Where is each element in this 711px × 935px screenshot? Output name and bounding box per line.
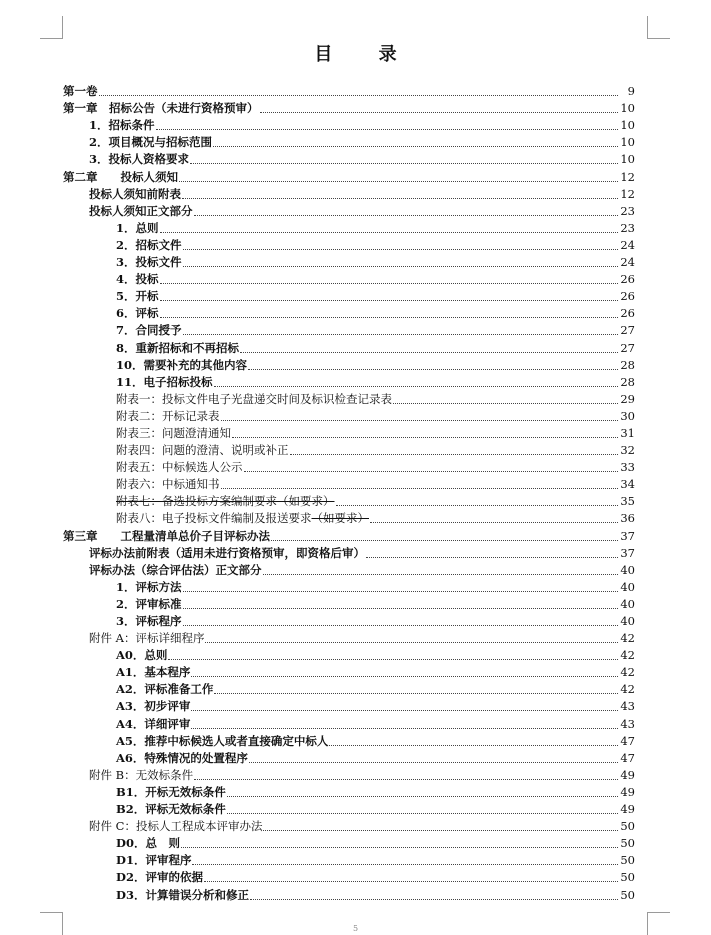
toc-entry[interactable]: [63, 646, 635, 663]
toc-entry-title: B2．评标无效标条件: [116, 802, 226, 817]
toc-page-number: 26: [620, 289, 635, 304]
toc-entry[interactable]: [63, 424, 635, 441]
toc-page-number: 37: [620, 528, 635, 543]
toc-entry-title: 评标办法（综合评估法）正文部分: [89, 562, 262, 577]
toc-leader-dots: [227, 795, 618, 797]
toc-entry-title: 10．需要补充的其他内容: [116, 357, 248, 372]
toc-entry-title: A6．特殊情况的处置程序: [116, 750, 248, 765]
toc-entry-strike-suffix: （如要求）: [311, 511, 369, 526]
toc-page-number: 50: [620, 836, 635, 851]
toc-entry-title: 附表三：问题澄清通知: [116, 425, 231, 440]
toc-leader-dots: [160, 231, 618, 233]
toc-entry-title: 1．评标方法: [116, 579, 182, 594]
toc-page-number: 34: [620, 477, 635, 492]
toc-entry[interactable]: [63, 356, 635, 373]
toc-page-number: 47: [620, 733, 635, 748]
toc-leader-dots: [183, 248, 618, 250]
page-number: 5: [352, 924, 359, 933]
toc-entry-title: 1．总则: [116, 220, 159, 235]
toc-entry-title: D3．计算错误分析和修正: [116, 887, 249, 902]
toc-leader-dots: [99, 94, 619, 96]
toc-entry-title: 附件 A：评标详细程序: [89, 631, 205, 646]
toc-leader-dots: [248, 368, 618, 370]
toc-entry-title: 投标人须知正文部分: [89, 203, 193, 218]
toc-page-number: 26: [620, 272, 635, 287]
toc-entry[interactable]: [63, 561, 635, 578]
toc-leader-dots: [194, 214, 619, 216]
toc-entry-title: 投标人须知前附表: [89, 186, 181, 201]
toc-entry-title: 3．投标人资格要求: [89, 152, 190, 167]
toc-leader-dots: [329, 744, 618, 746]
toc-entry[interactable]: [63, 834, 635, 851]
toc-entry[interactable]: [63, 697, 635, 714]
toc-entry-title: 附表一：投标文件电子光盘递交时间及标识检查记录表: [116, 391, 392, 406]
toc-entry[interactable]: [63, 133, 635, 150]
toc-page-number: 40: [620, 596, 635, 611]
toc-leader-dots: [182, 197, 618, 199]
toc-leader-dots: [160, 282, 618, 284]
toc-entry-title: 附表二：开标记录表: [116, 408, 220, 423]
toc-leader-dots: [227, 812, 618, 814]
toc-entry[interactable]: [63, 526, 635, 543]
toc-entry[interactable]: [63, 253, 635, 270]
toc-leader-dots: [290, 453, 619, 455]
toc-entry[interactable]: [63, 185, 635, 202]
toc-page-number: 49: [620, 767, 635, 782]
crop-mark-top-right: [647, 16, 670, 39]
toc-page-number: 49: [620, 802, 635, 817]
toc-leader-dots: [370, 521, 618, 523]
toc-page-number: 47: [620, 750, 635, 765]
toc-entry[interactable]: [63, 851, 635, 868]
toc-entry[interactable]: [63, 800, 635, 817]
toc-leader-dots: [240, 351, 618, 353]
toc-leader-dots: [181, 846, 618, 848]
toc-leader-dots: [194, 778, 618, 780]
toc-entry[interactable]: [63, 663, 635, 680]
toc-entry[interactable]: [63, 202, 635, 219]
toc-entry-title: 8．重新招标和不再招标: [116, 340, 240, 355]
toc-entry-title: D0．总 则: [116, 836, 180, 851]
toc-page-number: 42: [620, 631, 635, 646]
toc-leader-dots: [214, 385, 618, 387]
toc-page-number: 50: [620, 870, 635, 885]
toc-entry[interactable]: [63, 116, 635, 133]
toc-entry[interactable]: [63, 82, 635, 99]
toc-entry[interactable]: [63, 99, 635, 116]
toc-leader-dots: [366, 556, 618, 558]
toc-page-number: 10: [620, 118, 635, 133]
toc-page-number: 24: [620, 237, 635, 252]
toc-page-number: 37: [620, 545, 635, 560]
toc-entry[interactable]: [63, 629, 635, 646]
toc-page-number: 42: [620, 682, 635, 697]
toc-entry[interactable]: [63, 373, 635, 390]
toc-page-number: 12: [620, 169, 635, 184]
toc-leader-dots: [204, 880, 618, 882]
table-of-contents: [63, 82, 635, 903]
toc-title: 目 录: [314, 44, 417, 65]
toc-entry[interactable]: [63, 578, 635, 595]
toc-entry-title: A1．基本程序: [116, 665, 191, 680]
toc-leader-dots: [183, 607, 618, 609]
toc-leader-dots: [221, 419, 619, 421]
toc-entry[interactable]: [63, 817, 635, 834]
toc-leader-dots: [156, 128, 618, 130]
toc-leader-dots: [191, 709, 618, 711]
toc-page-number: 40: [620, 579, 635, 594]
toc-leader-dots: [183, 590, 618, 592]
toc-page-number: 35: [620, 494, 635, 509]
toc-leader-dots: [221, 487, 619, 489]
toc-page-number: 10: [620, 101, 635, 116]
toc-page-number: 28: [620, 357, 635, 372]
toc-entry-title: 2．招标文件: [116, 237, 182, 252]
toc-page-number: 50: [620, 887, 635, 902]
toc-page-number: 28: [620, 374, 635, 389]
toc-leader-dots: [393, 402, 618, 404]
toc-page-number: 24: [620, 255, 635, 270]
toc-page-number: 33: [620, 460, 635, 475]
toc-entry[interactable]: [63, 783, 635, 800]
crop-mark-top-left: [40, 16, 63, 39]
toc-page-number: 43: [620, 699, 635, 714]
toc-entry[interactable]: [63, 680, 635, 697]
toc-page-number: 27: [620, 323, 635, 338]
toc-entry-title: 5．开标: [116, 289, 159, 304]
toc-entry-title: 附表四：问题的澄清、说明或补正: [116, 443, 289, 458]
toc-entry[interactable]: [63, 150, 635, 167]
toc-entry[interactable]: [63, 338, 635, 355]
toc-entry[interactable]: [63, 595, 635, 612]
toc-entry[interactable]: [63, 509, 635, 526]
toc-leader-dots: [183, 333, 618, 335]
toc-leader-dots: [214, 692, 618, 694]
toc-leader-dots: [160, 299, 618, 301]
toc-leader-dots: [232, 436, 618, 438]
toc-leader-dots: [250, 898, 618, 900]
toc-page-number: 10: [620, 135, 635, 150]
toc-entry-title: 7．合同授予: [116, 323, 182, 338]
toc-page-number: 50: [620, 853, 635, 868]
toc-entry-title: 附件 B：无效标条件: [89, 767, 194, 782]
toc-entry[interactable]: [63, 270, 635, 287]
toc-entry-title: B1．开标无效标条件: [116, 784, 226, 799]
toc-page-number: 30: [620, 408, 635, 423]
toc-page-number: 36: [620, 511, 635, 526]
toc-entry-title: A5．推荐中标候选人或者直接确定中标人: [116, 733, 329, 748]
toc-entry[interactable]: [63, 885, 635, 902]
toc-entry-title: 附表八：电子投标文件编制及报送要求: [116, 511, 312, 526]
toc-page-number: 31: [620, 425, 635, 440]
toc-entry[interactable]: [63, 219, 635, 236]
toc-entry-title: 2．项目概况与招标范围: [89, 135, 213, 150]
toc-entry[interactable]: [63, 407, 635, 424]
toc-page-number: 42: [620, 648, 635, 663]
toc-page-number: 50: [620, 819, 635, 834]
toc-page-number: 27: [620, 340, 635, 355]
toc-leader-dots: [336, 504, 619, 506]
toc-entry[interactable]: [63, 714, 635, 731]
toc-entry[interactable]: [63, 868, 635, 885]
toc-entry-title: 6．评标: [116, 306, 159, 321]
toc-entry-title: 附表六：中标通知书: [116, 477, 220, 492]
toc-entry-title: 4．投标: [116, 272, 159, 287]
toc-entry-title: 第三章 工程量清单总价子目评标办法: [63, 528, 270, 543]
toc-entry[interactable]: [63, 458, 635, 475]
toc-entry-title: 附件 C：投标人工程成本评审办法: [89, 819, 263, 834]
toc-leader-dots: [168, 658, 618, 660]
toc-page-number: 29: [620, 391, 635, 406]
toc-entry-title: 附表五：中标候选人公示: [116, 460, 243, 475]
toc-page-number: 23: [620, 203, 635, 218]
toc-entry-title: A2．评标准备工作: [116, 682, 214, 697]
toc-entry-title: 3．投标文件: [116, 255, 182, 270]
toc-leader-dots: [190, 162, 618, 164]
toc-leader-dots: [260, 111, 619, 113]
toc-page-number: 9: [627, 84, 635, 99]
toc-leader-dots: [249, 761, 618, 763]
toc-entry[interactable]: [63, 167, 635, 184]
toc-leader-dots: [244, 470, 619, 472]
toc-entry[interactable]: [63, 287, 635, 304]
toc-leader-dots: [263, 573, 619, 575]
toc-entry[interactable]: [63, 766, 635, 783]
toc-page-number: 12: [620, 186, 635, 201]
toc-entry[interactable]: [63, 544, 635, 561]
toc-leader-dots: [271, 539, 618, 541]
toc-entry-title: D1．评审程序: [116, 853, 192, 868]
toc-entry-title: 第二章 投标人须知: [63, 169, 178, 184]
toc-leader-dots: [213, 145, 618, 147]
toc-entry[interactable]: [63, 749, 635, 766]
toc-entry[interactable]: [63, 304, 635, 321]
toc-entry-title: 11．电子招标投标: [116, 374, 213, 389]
toc-page-number: 32: [620, 443, 635, 458]
toc-page-number: 40: [620, 614, 635, 628]
toc-leader-dots: [191, 675, 618, 677]
toc-leader-dots: [183, 265, 618, 267]
toc-entry[interactable]: [63, 236, 635, 253]
toc-leader-dots: [191, 727, 618, 729]
toc-page-number: 40: [620, 562, 635, 577]
toc-page-number: 43: [620, 716, 635, 731]
toc-page-number: 10: [620, 152, 635, 167]
toc-entry[interactable]: [63, 492, 635, 509]
toc-entry[interactable]: [63, 732, 635, 749]
toc-page-number: 49: [620, 784, 635, 799]
toc-entry-title: 评标办法前附表（适用未进行资格预审，即资格后审）: [89, 545, 365, 560]
toc-entry[interactable]: [63, 441, 635, 458]
toc-entry-title: D2．评审的依据: [116, 870, 203, 885]
toc-leader-dots: [183, 624, 618, 626]
toc-entry-title: 2．评审标准: [116, 596, 182, 611]
toc-entry-title: A0．总则: [116, 648, 168, 663]
toc-leader-dots: [160, 316, 618, 318]
toc-leader-dots: [192, 863, 618, 865]
toc-page-number: 26: [620, 306, 635, 321]
toc-page-number: 23: [620, 220, 635, 235]
toc-entry-title: 第一章 招标公告（未进行资格预审）: [63, 101, 259, 116]
toc-entry[interactable]: [63, 390, 635, 407]
toc-leader-dots: [179, 180, 618, 182]
toc-entry[interactable]: [63, 612, 635, 629]
toc-entry-title: A3．初步评审: [116, 699, 191, 714]
toc-entry-title: 附表七：备选投标方案编制要求（如要求）: [116, 494, 335, 509]
toc-entry[interactable]: [63, 475, 635, 492]
toc-entry-title: 3．评标程序: [116, 614, 182, 628]
toc-leader-dots: [205, 641, 618, 643]
toc-entry[interactable]: [63, 321, 635, 338]
toc-leader-dots: [263, 829, 618, 831]
toc-entry-title: A4．详细评审: [116, 716, 191, 731]
toc-entry-title: 1．招标条件: [89, 118, 155, 133]
toc-entry-title: 第一卷: [63, 84, 98, 99]
toc-page-number: 42: [620, 665, 635, 680]
